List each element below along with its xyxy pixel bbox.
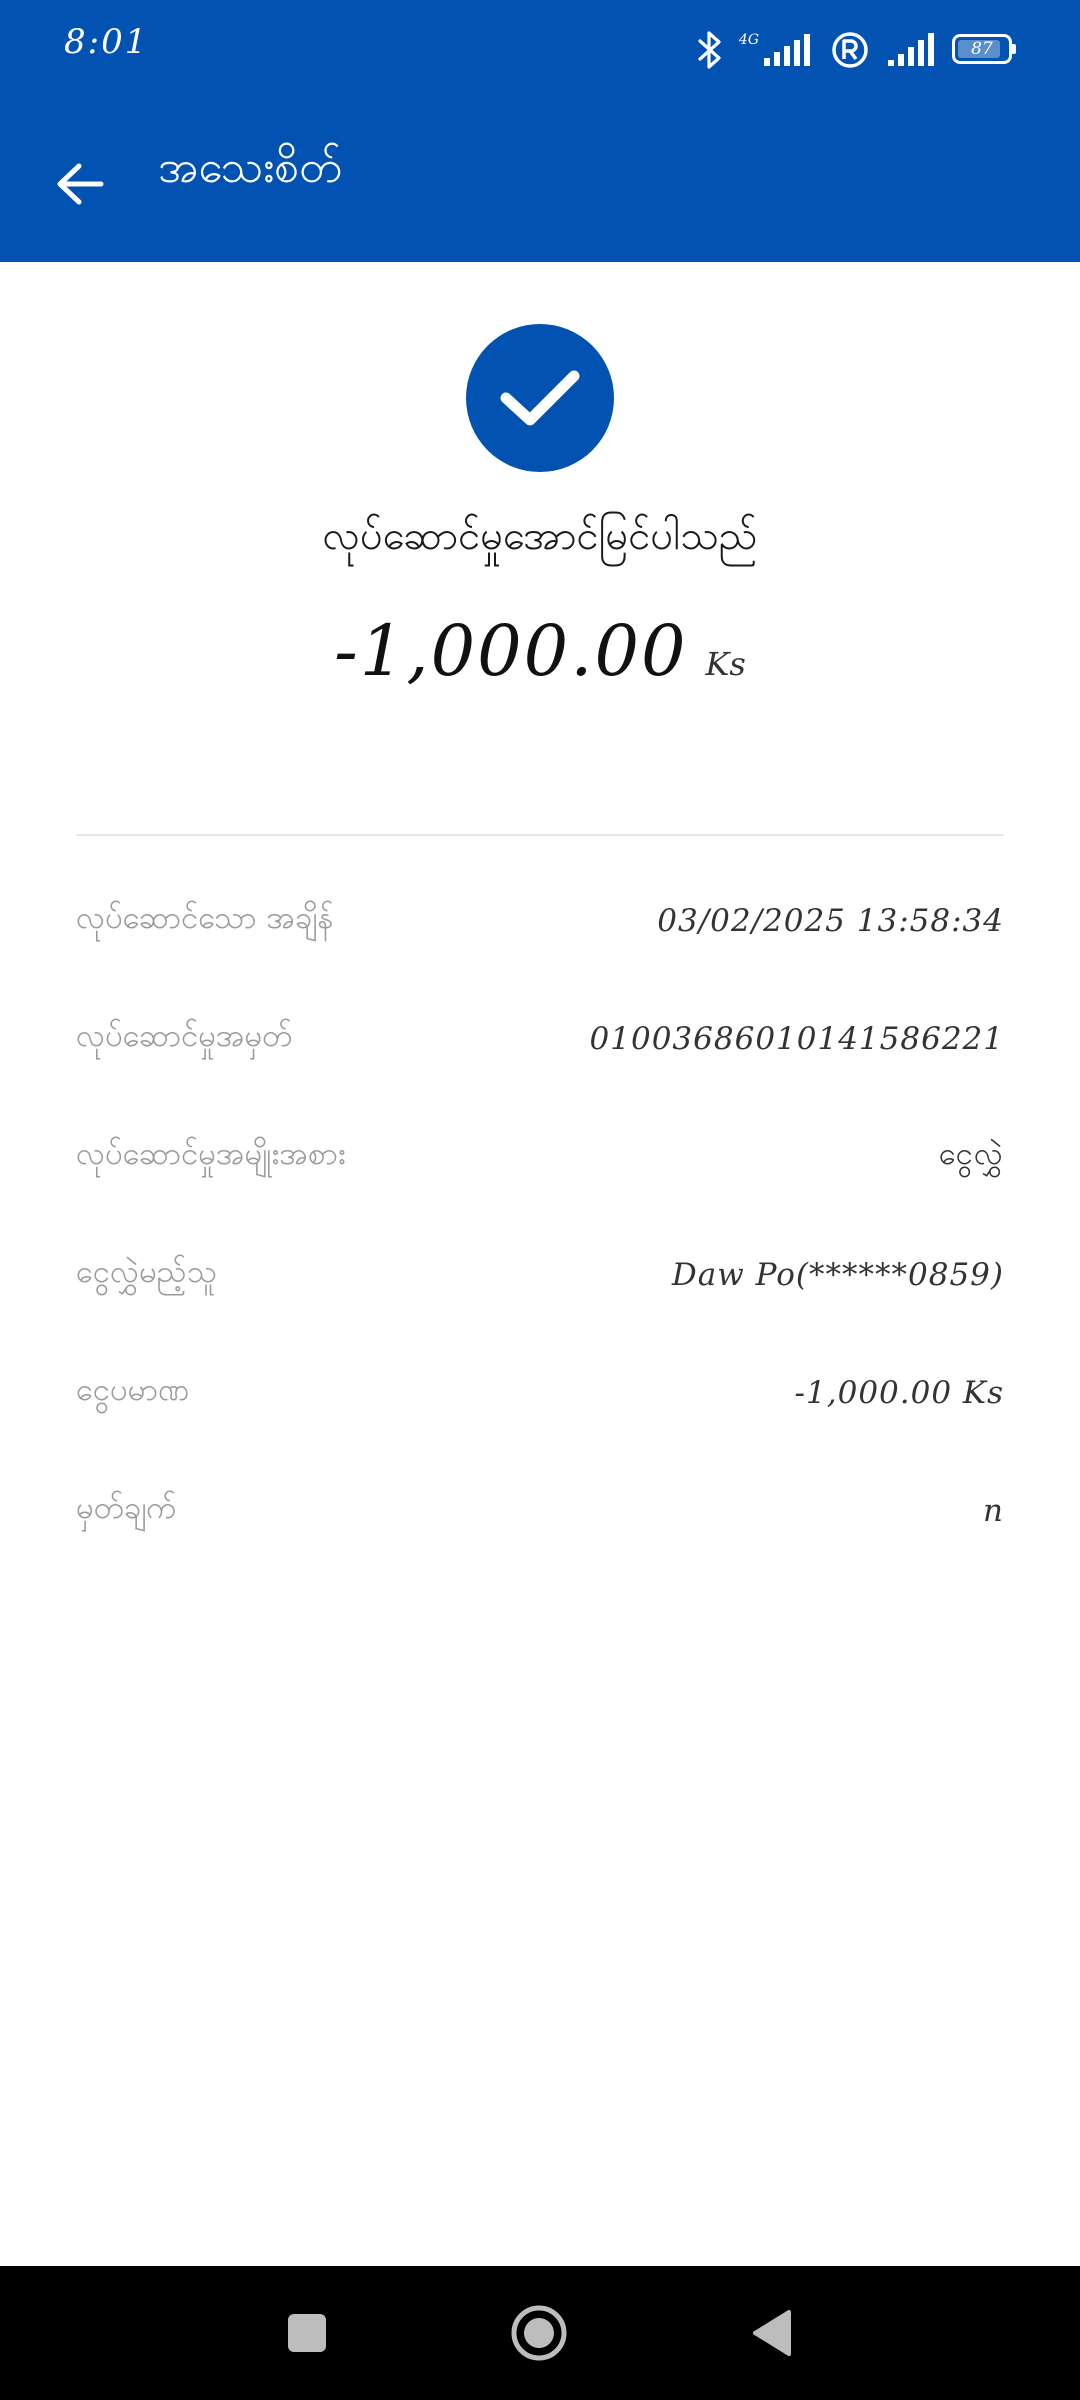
- battery-icon: [952, 34, 1016, 66]
- signal-4g-icon: [739, 32, 814, 68]
- amount-value: -1,000.00: [334, 610, 688, 692]
- page-title: အသေးစိတ်: [158, 142, 342, 193]
- detail-label: ငွေပမာဏ: [76, 1372, 190, 1408]
- recents-button[interactable]: [262, 2266, 352, 2400]
- system-nav-bar: [0, 2266, 1080, 2400]
- detail-row-recipient: [76, 1216, 1004, 1334]
- home-button[interactable]: [494, 2266, 584, 2400]
- check-icon: [498, 366, 582, 430]
- success-indicator: [466, 324, 614, 472]
- detail-value: 03/02/2025 13:58:34: [657, 903, 1004, 939]
- detail-label: လုပ်ဆောင်သော အချိန်: [76, 900, 334, 936]
- detail-row-transaction-id: [76, 980, 1004, 1098]
- transaction-amount: [0, 610, 1080, 692]
- arrow-left-icon: [55, 162, 105, 206]
- status-icons: [697, 28, 1016, 72]
- detail-value: n: [983, 1493, 1004, 1529]
- detail-row-time: [76, 862, 1004, 980]
- battery-level: 87: [971, 39, 993, 59]
- amount-currency: Ks: [705, 645, 746, 683]
- signal-icon: [886, 32, 936, 68]
- detail-value: 01003686010141586221: [589, 1021, 1004, 1057]
- transaction-status: လုပ်ဆောင်မှုအောင်မြင်ပါသည်: [322, 513, 758, 559]
- status-time: 8:01: [64, 22, 149, 62]
- divider: [76, 834, 1004, 836]
- detail-value: Daw Po(******0859): [671, 1257, 1004, 1293]
- detail-label: လုပ်ဆောင်မှုအမှတ်: [76, 1018, 293, 1054]
- square-icon: [285, 2311, 329, 2355]
- nav-back-button[interactable]: [726, 2266, 816, 2400]
- detail-row-type: [76, 1098, 1004, 1216]
- detail-value: -1,000.00 Ks: [794, 1375, 1004, 1411]
- triangle-back-icon: [749, 2308, 793, 2358]
- detail-label: ငွေလွှဲမည့်သူ: [76, 1254, 217, 1290]
- back-button[interactable]: [42, 148, 118, 220]
- app-bar: [0, 0, 1080, 262]
- detail-label: မှတ်ချက်: [76, 1490, 177, 1526]
- circle-icon: [509, 2303, 569, 2363]
- detail-label: လုပ်ဆောင်မှုအမျိုးအစား: [76, 1136, 346, 1172]
- detail-row-amount: [76, 1334, 1004, 1452]
- detail-list: [76, 862, 1004, 1570]
- registered-icon: [830, 30, 870, 70]
- network-label: 4G: [738, 32, 759, 48]
- detail-row-note: [76, 1452, 1004, 1570]
- bluetooth-icon: [697, 30, 723, 70]
- detail-value: ငွေလွှဲ: [938, 1136, 1004, 1172]
